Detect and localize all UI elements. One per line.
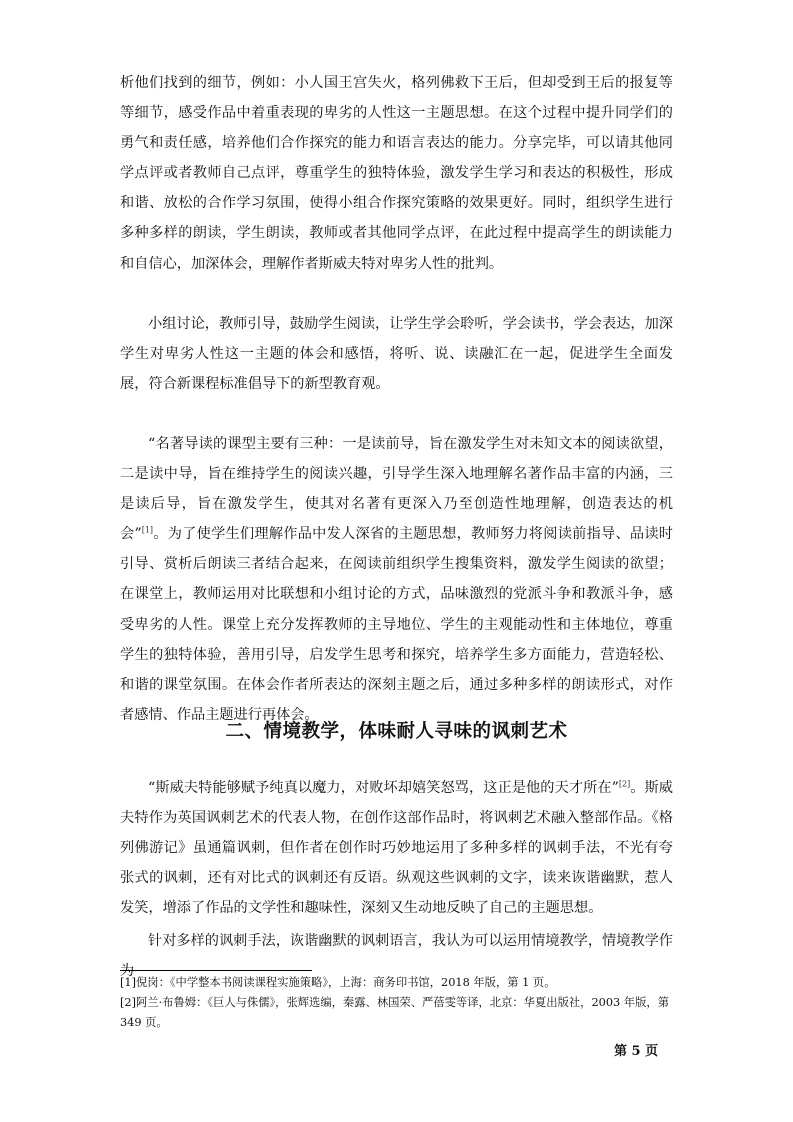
paragraph-continuation: 。为了使学生们理解作品中发人深省的主题思想，教师努力将阅读前指导、品读时引导、赏析后朗读三者结合起来，在阅读前组织学生搜集资料，激发学生阅读的欲望；在课堂上，教师运用对比联想和小组讨论的方式，品味激烈的党派斗争和教派斗争，感受卑劣的人性。课堂上充分发挥教师的主导地位、学生的主观能动性和主体地位，尊重学生的独特体验，善用引导，启发学生思考和探究，培养学生多方面能力，营造轻松、和谐的课堂氛围。在体会作者所表达的深刻主题之后，通过多种多样的朗读形式，对作者感情、作品主题进行再体会。 [120,526,673,723]
quote-text: “斯威夫特能够赋予纯真以魔力，对败坏却嬉笑怒骂，这正是他的天才所在” [148,780,619,796]
section-heading: 二、情境教学，体味耐人寻味的讽刺艺术 [225,721,568,742]
footnote-divider [120,970,312,971]
paragraph-continuation: 。斯威夫特作为英国讽刺艺术的代表人物，在创作这部作品时，将讽刺艺术融入整部作品。《格列佛游记》虽通篇讽刺，但作者在创作时巧妙地运用了多种多样的讽刺手法，不光有夸张式的讽刺，还有对比式的讽刺还有反语。纵观这些讽刺的文字，读来诙谐幽默，惹人发笑，增添了作品的文学性和趣味性，深刻又生动地反映了自己的主题思想。 [120,780,673,917]
footnote-2: [2]阿兰·布鲁姆：《巨人与侏儒》，张辉选编，秦露、林国荣、严蓓雯等译，北京：华夏出版社，2003 年版，第 349 页。 [120,996,669,1029]
body-paragraph-3 [120,429,673,730]
body-paragraph-2: 小组讨论，教师引导，鼓励学生阅读，让学生学会聆听，学会读书，学会表达，加深学生对卑劣人性这一主题的体会和感悟，将听、说、读融汇在一起，促进学生全面发展，符合新课程标准倡导下的新型教育观。 [120,316,673,393]
body-paragraph-4 [120,773,673,923]
footnote-ref-1[interactable]: [1] [141,525,154,535]
footnote-ref-2[interactable]: [2] [618,779,631,789]
body-paragraph-5: 针对多样的讽刺手法，诙谐幽默的讽刺语言，我认为可以运用情境教学，情境教学作为 [120,933,673,980]
quote-text: “名著导读的课型主要有三种：一是读前导，旨在激发学生对未知文本的阅读欲望，二是读中导，旨在维持学生的阅读兴趣，引导学生深入地理解名著作品丰富的内涵，三是读后导，旨在激发学生，使其对名著有更深入乃至创造性地理解，创造表达的机会” [120,436,673,543]
page-number: 第 5 页 [614,1044,659,1059]
body-paragraph-1: 析他们找到的细节，例如：小人国王宫失火，格列佛救下王后，但却受到王后的报复等等细节，感受作品中着重表现的卑劣的人性这一主题思想。在这个过程中提升同学们的勇气和责任感，培养他们合作探究的能力和语言表达的能力。分享完毕，可以请其他同学点评或者教师自己点评，尊重学生的独特体验，激发学生学习和表达的积极性，形成和谐、放松的合作学习氛围，使得小组合作探究策略的效果更好。同时，组织学生进行多种多样的朗读，学生朗读，教师或者其他同学点评，在此过程中提高学生的朗读能力和自信心，加深体会，理解作者斯威夫特对卑劣人性的批判。 [120,75,673,272]
footnote-1: [1]倪岗：《中学整本书阅读课程实施策略》，上海：商务印书馆，2018 年版，第 1 页。 [120,976,556,989]
